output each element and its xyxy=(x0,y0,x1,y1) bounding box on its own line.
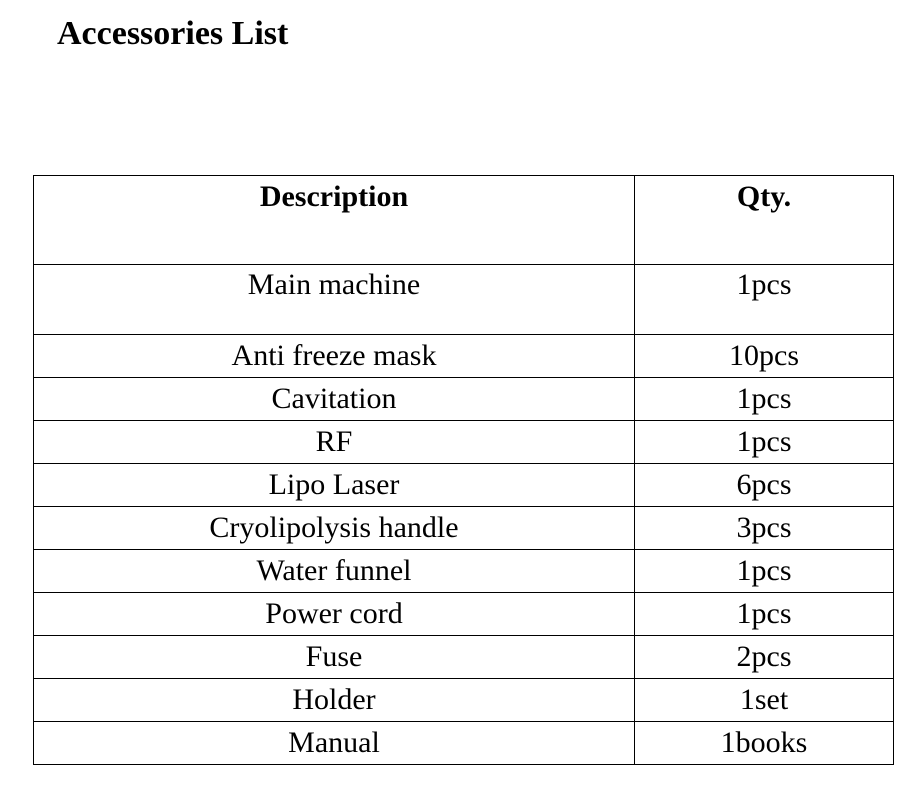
cell-qty: 3pcs xyxy=(635,507,894,550)
cell-description: Water funnel xyxy=(34,550,635,593)
cell-description: Lipo Laser xyxy=(34,464,635,507)
table-row xyxy=(34,265,894,335)
cell-qty: 10pcs xyxy=(635,335,894,378)
table-row xyxy=(34,421,894,464)
table-row xyxy=(34,550,894,593)
page-title: Accessories List xyxy=(57,15,289,52)
table-row xyxy=(34,464,894,507)
cell-qty: 1pcs xyxy=(635,421,894,464)
cell-qty: 6pcs xyxy=(635,464,894,507)
accessories-table xyxy=(33,175,894,765)
cell-description: Manual xyxy=(34,722,635,765)
table-row xyxy=(34,593,894,636)
cell-qty: 2pcs xyxy=(635,636,894,679)
cell-description: Power cord xyxy=(34,593,635,636)
cell-description: Anti freeze mask xyxy=(34,335,635,378)
cell-description: RF xyxy=(34,421,635,464)
cell-qty: 1pcs xyxy=(635,265,894,335)
cell-description: Cryolipolysis handle xyxy=(34,507,635,550)
column-header-description: Description xyxy=(34,176,635,265)
table-row xyxy=(34,378,894,421)
cell-description: Cavitation xyxy=(34,378,635,421)
cell-qty: 1pcs xyxy=(635,378,894,421)
cell-qty: 1pcs xyxy=(635,593,894,636)
table-row xyxy=(34,507,894,550)
column-header-qty: Qty. xyxy=(635,176,894,265)
cell-qty: 1pcs xyxy=(635,550,894,593)
table-row xyxy=(34,335,894,378)
cell-description: Holder xyxy=(34,679,635,722)
table-row xyxy=(34,636,894,679)
cell-qty: 1books xyxy=(635,722,894,765)
cell-description: Main machine xyxy=(34,265,635,335)
table-row xyxy=(34,679,894,722)
cell-description: Fuse xyxy=(34,636,635,679)
cell-qty: 1set xyxy=(635,679,894,722)
table-header-row xyxy=(34,176,894,265)
table-row xyxy=(34,722,894,765)
